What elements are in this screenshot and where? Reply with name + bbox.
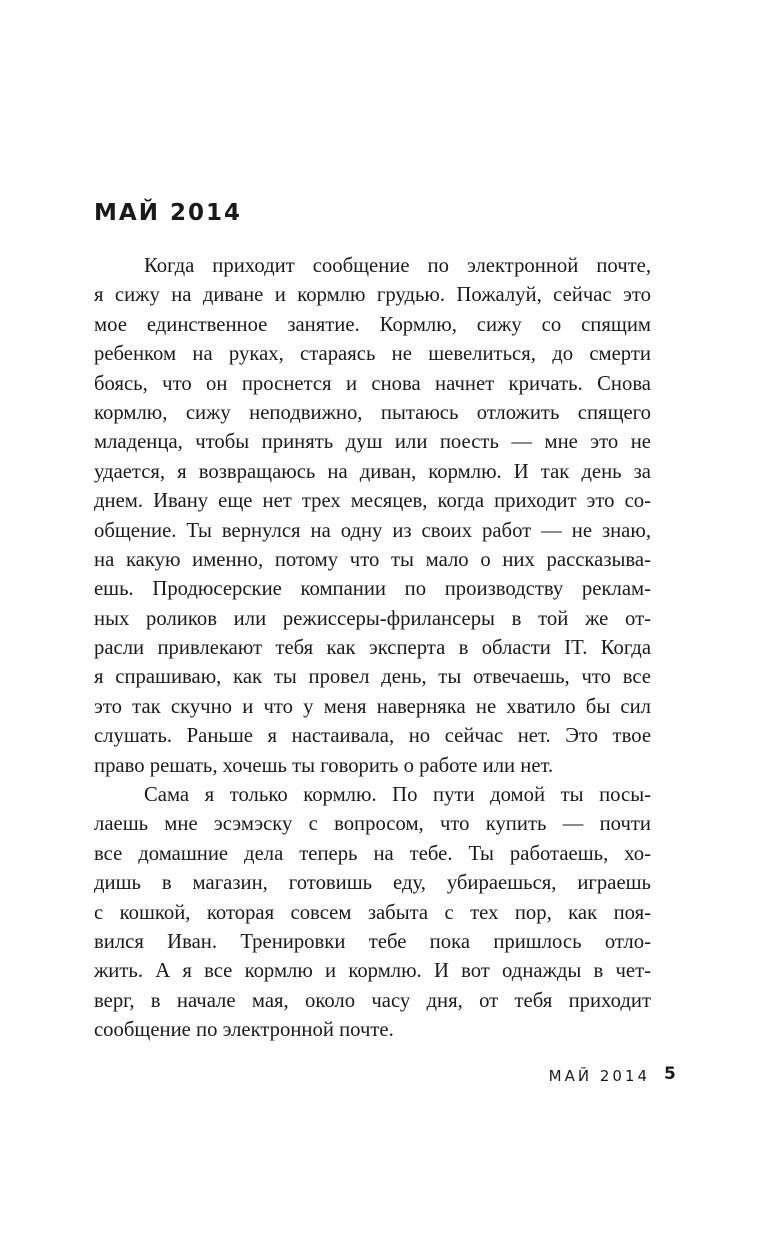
- text-line: удается, я возвращаюсь на диван, кормлю. И так день за: [94, 460, 651, 483]
- text-line: Сама я только кормлю. По пути домой ты посы-: [144, 784, 651, 807]
- text-line: младенца, чтобы принять душ или поесть — мне это не: [94, 431, 651, 454]
- text-line: дишь в магазин, готовишь еду, убираешься, играешь: [94, 872, 651, 895]
- text-line: лаешь мне эсэмэску с вопросом, что купить — почти: [94, 813, 651, 836]
- text-line: с кошкой, которая совсем забыта с тех пор, как поя-: [94, 901, 651, 924]
- text-line: вился Иван. Тренировки тебе пока пришлось отло-: [94, 930, 651, 953]
- text-line: Когда приходит сообщение по электронной почте,: [144, 255, 651, 277]
- text-line: верг, в начале мая, около часу дня, от тебя приходит: [94, 989, 651, 1012]
- running-footer-title: МАЙ 2014: [548, 1067, 650, 1085]
- text-line: кормлю, сижу неподвижно, пытаюсь отложить спящего: [94, 401, 651, 424]
- text-line: ребенком на руках, стараясь не шевелиться, до смерти: [94, 343, 651, 366]
- text-line: на какую именно, потому что ты мало о них рассказыва-: [94, 548, 651, 571]
- body-text: [94, 252, 651, 1046]
- page-number: 5: [664, 1064, 676, 1084]
- text-line: ных роликов или режиссеры-фрилансеры в той же от-: [94, 607, 651, 630]
- paragraph: [94, 781, 651, 1046]
- text-line: боясь, что он проснется и снова начнет кричать. Снова: [94, 372, 651, 395]
- text-line: жить. А я все кормлю и кормлю. И вот однажды в чет-: [94, 960, 651, 983]
- text-line: это так скучно и что у меня наверняка не хватило бы сил: [94, 695, 651, 718]
- text-line: я спрашиваю, как ты провел день, ты отвечаешь, что все: [94, 666, 651, 689]
- text-line: мое единственное занятие. Кормлю, сижу со спящим: [94, 313, 651, 336]
- text-line: я сижу на диване и кормлю грудью. Пожалуй, сейчас это: [94, 284, 651, 307]
- text-line: право решать, хочешь ты говорить о работе или нет.: [94, 754, 554, 777]
- text-line: общение. Ты вернулся на одну из своих работ — не знаю,: [94, 519, 651, 542]
- text-line: днем. Ивану еще нет трех месяцев, когда приходит это со-: [94, 490, 651, 513]
- paragraph: [94, 252, 651, 781]
- text-line: расли привлекают тебя как эксперта в области IT. Когда: [94, 637, 651, 660]
- text-line: сообщение по электронной почте.: [94, 1019, 394, 1042]
- text-line: ешь. Продюсерские компании по производству реклам-: [94, 578, 651, 601]
- text-line: все домашние дела теперь на тебе. Ты работаешь, хо-: [94, 842, 651, 865]
- chapter-title: МАЙ 2014: [94, 200, 242, 226]
- text-line: слушать. Раньше я настаивала, но сейчас нет. Это твое: [94, 725, 651, 748]
